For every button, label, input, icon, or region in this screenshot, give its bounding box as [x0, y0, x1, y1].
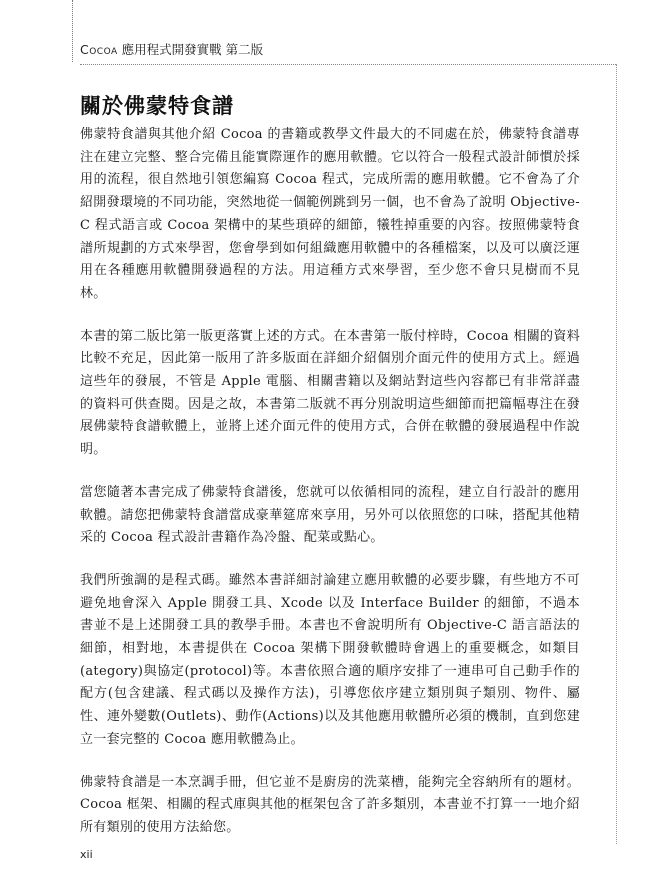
header-title: 應用程式開發實戰 第二版 — [121, 42, 264, 57]
paragraph: 當您隨著本書完成了佛蒙特食譜後，您就可以依循相同的流程，建立自行設計的應用軟體。請您把佛蒙特食譜當成豪華筵席來享用，另外可以依照您的口味，搭配其他精采的 Cocoa 程式設計書籍作為冷盤、配菜或點心。 — [80, 484, 580, 546]
page-number: xii — [80, 848, 93, 861]
header-brand: Cocoa — [80, 42, 118, 57]
section-title: 關於佛蒙特食譜 — [80, 94, 234, 118]
paragraph: 我們所強調的是程式碼。雖然本書詳細討論建立應用軟體的必要步驟，有些地方不可避免地會深入 Apple 開發工具、Xcode 以及 Interface Builder 的細節，不過本書並不是上述開發工具的教學手冊。本書也不會說明所有 Objective-C 語言語法的細節，相對地，本書提供在 Cocoa 架構下開發軟體時會遇上的重要概念，如類目(ategory)與協定(protocol)等。本書依照合適的順序安排了一連串可自己動手作的配方(包含建議、程式碼以及操作方法)，引導您依序建立類別與子類別、物件、屬性、連外變數(Outlets)、動作(Actions)以及其他應用軟體所必須的機制，直到您建立一套完整的 Cocoa 應用軟體為止。 — [80, 572, 580, 747]
right-margin-rule — [616, 64, 617, 844]
running-header — [80, 40, 263, 58]
body-text — [80, 124, 580, 860]
paragraph: 本書的第二版比第一版更落實上述的方式。在本書第一版付梓時，Cocoa 相關的資料比較不充足，因此第一版用了許多版面在詳細介紹個別介面元件的使用方式上。經過這些年的發展，不管是 Apple 電腦、相關書籍以及網站對這些內容都已有非常詳盡的資料可供查閱。因是之故，本書第二版就不再分別說明這些細節而把篇幅專注在發展佛蒙特食譜軟體上，並將上述介面元件的使用方式，合併在軟體的發展過程中作說明。 — [80, 328, 580, 458]
paragraph: 佛蒙特食譜與其他介紹 Cocoa 的書籍或教學文件最大的不同處在於，佛蒙特食譜專注在建立完整、整合完備且能實際運作的應用軟體。它以符合一般程式設計師慣於採用的流程，很自然地引領您編寫 Cocoa 程式，完成所需的應用軟體。它不會為了介紹開發環境的不同功能，突然地從一個範例跳到另一個，也不會為了說明 Objective-C 程式語言或 Cocoa 架構中的某些瑣碎的細節，犧牲掉重要的內容。按照佛蒙特食譜所規劃的方式來學習，您會學到如何組織應用軟體中的各種檔案，以及可以廣泛運用在各種應用軟體開發過程的方法。用這種方式來學習，至少您不會只見樹而不見林。 — [80, 127, 580, 301]
top-dotted-rule — [72, 0, 73, 62]
paragraph: 佛蒙特食譜是一本烹調手冊，但它並不是廚房的洗菜槽，能夠完全容納所有的題材。Cocoa 框架、相關的程式庫與其他的框架包含了許多類別，本書並不打算一一地介紹所有類別的使用方法給您。 — [80, 774, 580, 835]
header-rule — [80, 64, 616, 65]
